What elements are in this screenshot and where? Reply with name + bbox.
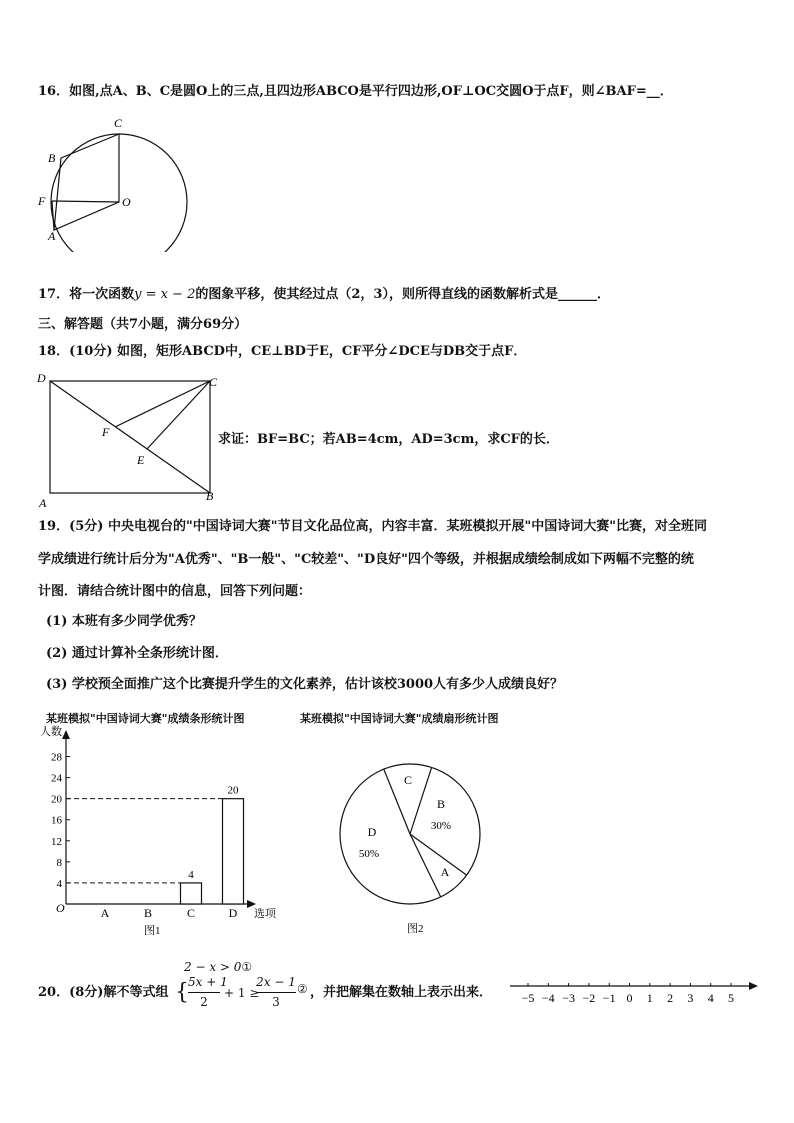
number-line-label: −4 xyxy=(541,991,555,1005)
pie-chart xyxy=(330,754,490,934)
pie-chart-title: 某班模拟"中国诗词大赛"成绩扇形统计图 xyxy=(300,712,499,725)
q20-brace: { xyxy=(175,980,189,1005)
number-line-label: −5 xyxy=(521,991,535,1005)
number-line-label: 1 xyxy=(646,991,653,1005)
label-a: A xyxy=(48,229,56,243)
q19-line2: 学成绩进行统计后分为"A优秀"、"B一般"、"C较差"、"D良好"四个等级，并根据成绩绘制成如下两幅不完整的统 xyxy=(38,552,694,567)
bar-value-label: 4 xyxy=(188,868,194,881)
number-line-label: −1 xyxy=(602,991,616,1005)
pie-slice-boundary xyxy=(410,834,441,897)
q19-sub1: (1) 本班有多少同学优秀？ xyxy=(46,614,202,629)
diagonal-db xyxy=(50,381,210,493)
number-line-arrow xyxy=(749,982,758,990)
bar-chart-title: 某班模拟"中国诗词大赛"成绩条形统计图 xyxy=(46,712,245,725)
bar-d xyxy=(223,799,244,904)
bar-ylabel: 人数 xyxy=(40,726,62,738)
label-o: O xyxy=(122,195,131,209)
bar-origin: O xyxy=(56,901,65,915)
pie-slice-percent-d: 50% xyxy=(358,848,380,860)
q19-line1: 19．(5分) 中央电视台的"中国诗词大赛"节目文化品位高，内容丰富．某班模拟开展"中国诗词大赛"比赛，对全班同 xyxy=(38,519,708,534)
bar-category-label: A xyxy=(100,906,110,920)
q20-den-left: 2 xyxy=(200,995,208,1009)
q16-text: 16．如图,点A、B、C是圆O上的三点,且四边形ABCO是平行四边形,OF⊥OC交圆O于点F，则∠BAF=__． xyxy=(38,84,673,99)
q20-num-left: 5x + 1 xyxy=(188,975,228,989)
label-b: B xyxy=(48,151,56,165)
bar-ytick-label: 24 xyxy=(51,772,62,785)
pie-slice-label-d: D xyxy=(367,825,377,839)
q18-rectangle-figure xyxy=(34,368,229,508)
bar-ytick-label: 16 xyxy=(51,814,62,827)
number-line-label: −3 xyxy=(562,991,575,1005)
number-line xyxy=(508,976,760,1006)
bar-ytick-label: 28 xyxy=(51,751,62,764)
q20-ineq1-line xyxy=(184,958,252,976)
number-line-label: 4 xyxy=(707,991,714,1005)
label-b: B xyxy=(206,489,214,503)
bar-ytick-label: 8 xyxy=(56,856,62,869)
bar-c xyxy=(181,883,202,904)
bar-category-label: D xyxy=(228,906,238,920)
bar-x-arrow xyxy=(247,900,256,908)
q20-text-a: 20．(8分)解不等式组 xyxy=(38,985,169,1000)
pie-slice-percent-b: 30% xyxy=(430,820,452,832)
q16-circle-figure xyxy=(30,112,200,252)
pie-slice-label-b: B xyxy=(436,797,446,811)
label-c: C xyxy=(209,375,218,389)
bar-value-label: 20 xyxy=(227,784,239,797)
segment-of xyxy=(52,201,119,202)
bar-y-arrow xyxy=(62,730,70,739)
q18-text: 18．(10分) 如图，矩形ABCD中，CE⊥BD于E，CF平分∠DCE与DB交于点F． xyxy=(38,344,527,359)
q20-frac-bar-left xyxy=(188,992,220,993)
q19-sub2: (2) 通过计算补全条形统计图． xyxy=(46,646,228,661)
segment-cf xyxy=(115,381,210,427)
q20-ineq1: 2 − x > 0 xyxy=(184,960,242,974)
number-line-label: 3 xyxy=(687,991,694,1005)
pie-slice-label-a: A xyxy=(440,865,450,879)
number-line-label: 2 xyxy=(667,991,674,1005)
pie-slice-boundary xyxy=(410,834,467,875)
number-line-label: 5 xyxy=(728,991,734,1005)
section3-title: 三、解答题（共7小题，满分69分） xyxy=(38,317,248,332)
segment-ce xyxy=(147,381,210,449)
bar-category-label: B xyxy=(143,906,153,920)
parallelogram-abco xyxy=(54,134,119,230)
bar-ytick-label: 4 xyxy=(56,877,62,890)
q19-sub3: (3) 学校预全面推广这个比赛提升学生的文化素养，估计该校3000人有多少人成绩良好？ xyxy=(46,677,564,692)
label-d: D xyxy=(37,371,46,385)
number-line-label: −2 xyxy=(582,991,596,1005)
q20-mark1: ① xyxy=(241,960,253,974)
label-f: F xyxy=(102,425,110,439)
q19-line3: 计图．请结合统计图中的信息，回答下列问题： xyxy=(38,584,312,599)
pie-slice-boundary xyxy=(410,767,432,834)
number-line-label: 0 xyxy=(626,991,633,1005)
q18-prove: 求证：BF=BC；若AB=4cm，AD=3cm，求CF的长． xyxy=(218,432,559,447)
label-c: C xyxy=(114,116,123,130)
q20-mark2: ② xyxy=(297,982,308,996)
bar-ytick-label: 12 xyxy=(51,835,62,848)
bar-chart xyxy=(36,724,286,938)
q17-text-a: 17．将一次函数 xyxy=(38,287,135,302)
q20-den-right: 3 xyxy=(272,995,280,1009)
label-f: F xyxy=(38,194,46,208)
q17-text-b: 的图象平移，使其经过点（2，3），则所得直线的函数解析式是______． xyxy=(195,287,610,302)
pie-caption: 图2 xyxy=(407,923,424,934)
bar-caption: 图1 xyxy=(144,925,161,937)
label-a: A xyxy=(39,496,47,508)
q17-line xyxy=(38,286,610,304)
q20-text-b: ，并把解集在数轴上表示出来． xyxy=(310,985,493,1000)
q20-num-right: 2x − 1 xyxy=(256,975,296,989)
bar-ytick-label: 20 xyxy=(51,793,62,806)
q20-frac-bar-right xyxy=(256,992,296,993)
pie-slice-label-c: C xyxy=(403,773,413,787)
q20-mid: + 1 ≥ xyxy=(224,986,260,1000)
label-e: E xyxy=(137,453,145,467)
bar-category-label: C xyxy=(186,906,196,920)
q17-formula: y = x − 2 xyxy=(134,287,196,302)
bar-xlabel: 选项 xyxy=(254,908,276,920)
